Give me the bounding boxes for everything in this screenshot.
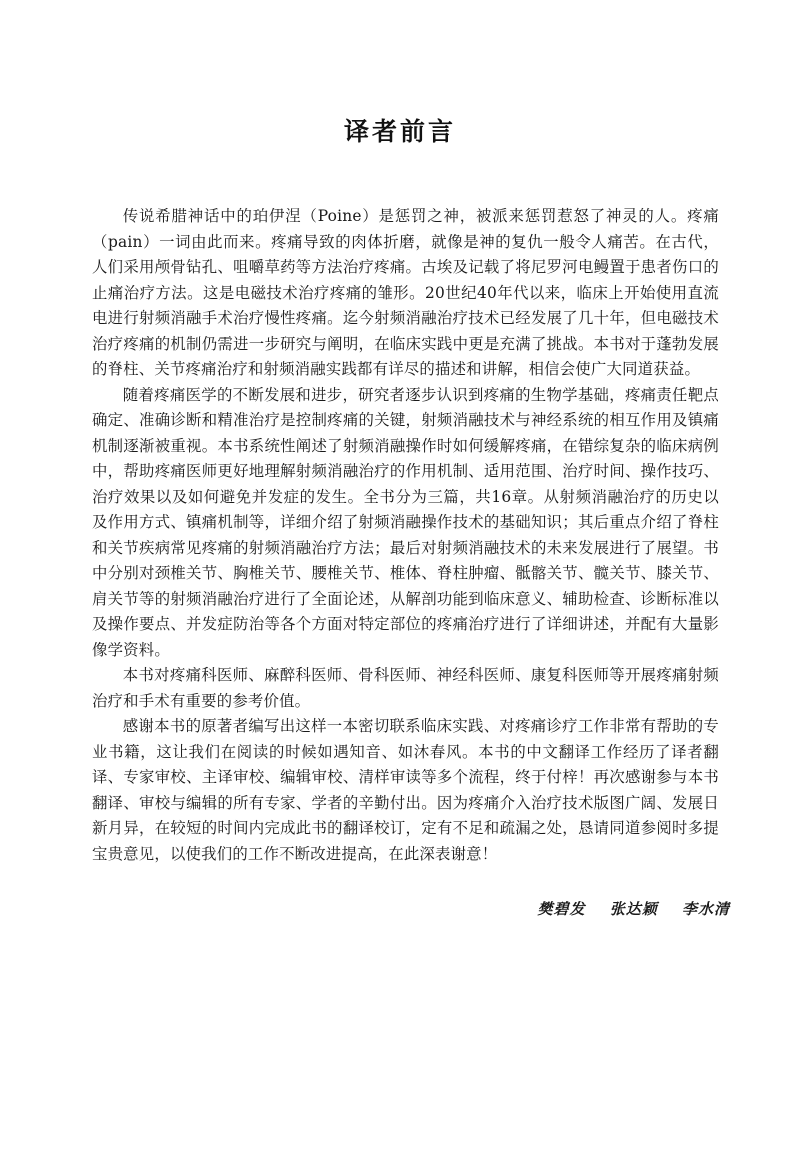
paragraph-2: 随着疼痛医学的不断发展和进步，研究者逐步认识到疼痛的生物学基础，疼痛责任靶点确定、准确诊断和精准治疗是控制疼痛的关键，射频消融技术与神经系统的相互作用及镇痛机制逐渐被重视。本书系统性阐述了射频消融操作时如何缓解疼痛，在错综复杂的临床病例中，帮助疼痛医师更好地理解射频消融治疗的作用机制、适用范围、治疗时间、操作技巧、治疗效果以及如何避免并发症的发生。全书分为三篇，共16章。从射频消融治疗的历史以及作用方式、镇痛机制等，详细介绍了射频消融操作技术的基础知识；其后重点介绍了脊柱和关节疾病常见疼痛的射频消融治疗方法；最后对射频消融技术的未来发展进行了展望。书中分别对颈椎关节、胸椎关节、腰椎关节、椎体、脊柱肿瘤、骶髂关节、髋关节、膝关节、肩关节等的射频消融治疗进行了全面论述，从解剖功能到临床意义、辅助检查、诊断标准以及操作要点、并发症防治等各个方面对特定部位的疼痛治疗进行了详细讲述，并配有大量影像学资料。 <box>92 385 719 659</box>
translator-name-2: 张达颖 <box>609 900 658 918</box>
translator-name-3: 李水清 <box>681 900 730 918</box>
paragraph-1: 传说希腊神话中的珀伊涅（Poine）是惩罚之神，被派来惩罚惹怒了神灵的人。疼痛（pain）一词由此而来。疼痛导致的肉体折磨，就像是神的复仇一般令人痛苦。在古代，人们采用颅骨钻孔、咀嚼草药等方法治疗疼痛。古埃及记载了将尼罗河电鳗置于患者伤口的止痛治疗方法。这是电磁技术治疗疼痛的雏形。20世纪40年代以来，临床上开始使用直流电进行射频消融手术治疗慢性疼痛。迄今射频消融治疗技术已经发展了几十年，但电磁技术治疗疼痛的机制仍需进一步研究与阐明，在临床实践中更是充满了挑战。本书对于蓬勃发展的脊柱、关节疼痛治疗和射频消融实践都有详尽的描述和讲解，相信会使广大同道获益。 <box>92 207 719 378</box>
translator-name-1: 樊碧发 <box>537 900 586 918</box>
page-title: 译者前言 <box>343 117 456 146</box>
translator-signatures <box>519 898 730 919</box>
paragraph-4: 感谢本书的原著者编写出这样一本密切联系临床实践、对疼痛诊疗工作非常有帮助的专业书籍，这让我们在阅读的时候如遇知音、如沐春风。本书的中文翻译工作经历了译者翻译、专家审校、主译审校、编辑审校、清样审读等多个流程，终于付梓！再次感谢参与本书翻译、审校与编辑的所有专家、学者的辛勤付出。因为疼痛介入治疗技术版图广阔、发展日新月异，在较短的时间内完成此书的翻译校订，定有不足和疏漏之处，恳请同道参阅时多提宝贵意见，以使我们的工作不断改进提高，在此深表谢意！ <box>92 717 719 863</box>
paragraph-3: 本书对疼痛科医师、麻醉科医师、骨科医师、神经科医师、康复科医师等开展疼痛射频治疗和手术有重要的参考价值。 <box>92 666 719 710</box>
preface-body <box>92 204 719 867</box>
